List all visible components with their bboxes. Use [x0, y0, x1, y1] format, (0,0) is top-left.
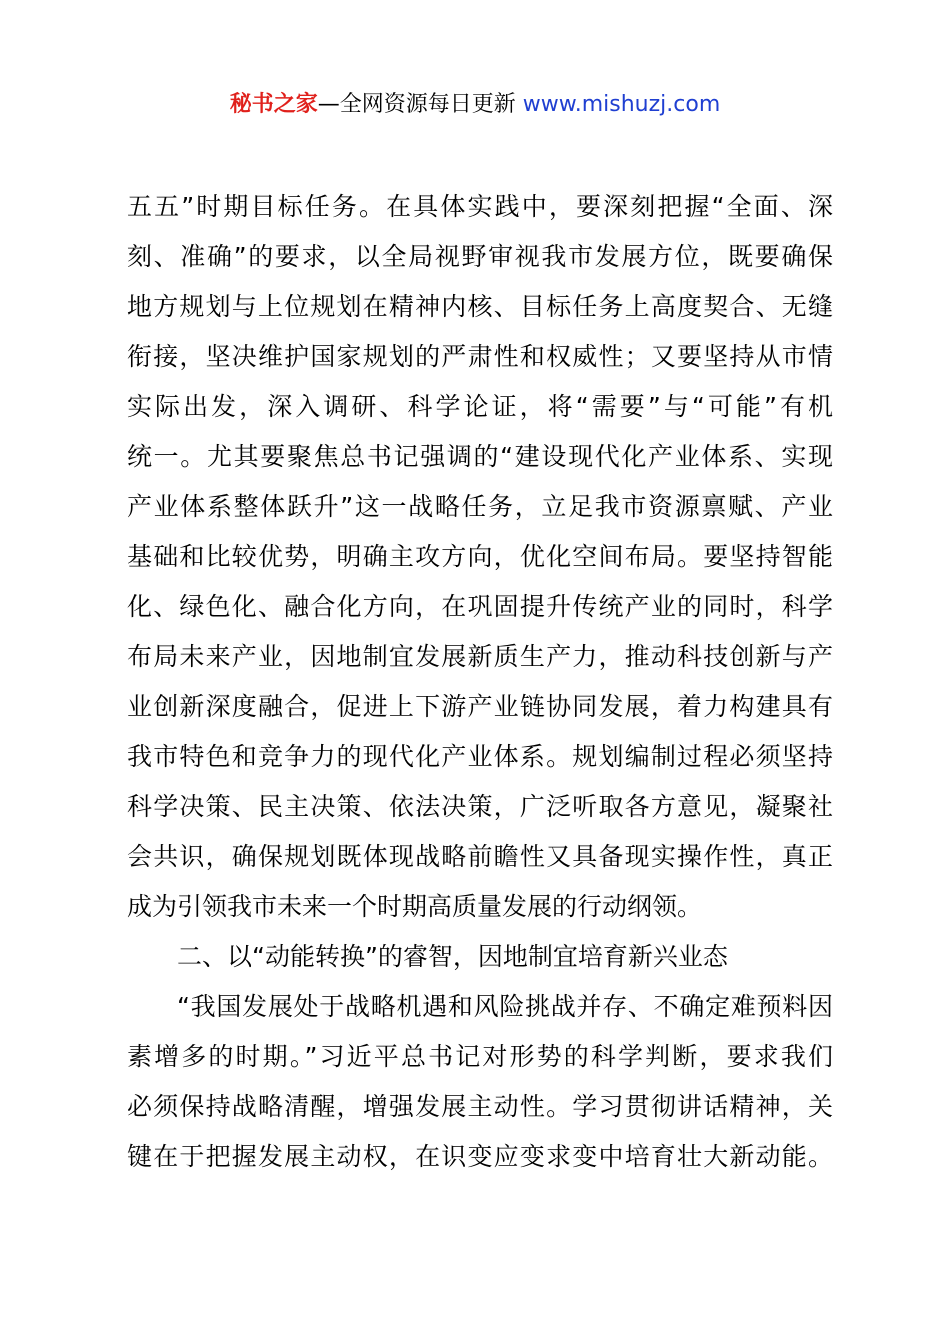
text-line: 衔接，坚决维护国家规划的严肃性和权威性；又要坚持从市情: [127, 342, 833, 371]
section-heading: 二、以“动能转换”的睿智，因地制宜培育新兴业态: [177, 942, 728, 971]
text-line: 素增多的时期。”习近平总书记对形势的科学判断，要求我们: [127, 1042, 833, 1071]
site-slogan: —全网资源每日更新: [317, 92, 523, 117]
text-line: 键在于把握发展主动权，在识变应变求变中培育壮大新动能。: [127, 1142, 833, 1171]
text-line: “我国发展处于战略机遇和风险挑战并存、不确定难预料因: [177, 992, 833, 1021]
text-line: 必须保持战略清醒，增强发展主动性。学习贯彻讲话精神，关: [127, 1092, 833, 1121]
text-line: 基础和比较优势，明确主攻方向，优化空间布局。要坚持智能: [127, 542, 833, 571]
text-line: 科学决策、民主决策、依法决策，广泛听取各方意见，凝聚社: [127, 792, 833, 821]
text-line: 我市特色和竞争力的现代化产业体系。规划编制过程必须坚持: [127, 742, 833, 771]
text-line: 五五”时期目标任务。在具体实践中，要深刻把握“全面、深: [127, 192, 833, 221]
text-line: 业创新深度融合，促进上下游产业链协同发展，着力构建具有: [127, 692, 833, 721]
text-line: 实际出发，深入调研、科学论证，将“需要”与“可能”有机: [127, 392, 833, 421]
text-line: 产业体系整体跃升”这一战略任务，立足我市资源禀赋、产业: [127, 492, 833, 521]
site-brand: 秘书之家: [229, 92, 318, 117]
text-line: 会共识，确保规划既体现战略前瞻性又具备现实操作性，真正: [127, 842, 833, 871]
text-line: 布局未来产业，因地制宜发展新质生产力，推动科技创新与产: [127, 642, 833, 671]
text-line: 刻、准确”的要求，以全局视野审视我市发展方位，既要确保: [127, 242, 833, 271]
document-body: [127, 182, 833, 1182]
site-header: [0, 88, 950, 122]
text-line: 化、绿色化、融合化方向，在巩固提升传统产业的同时，科学: [127, 592, 833, 621]
text-line: 地方规划与上位规划在精神内核、目标任务上高度契合、无缝: [127, 292, 833, 321]
text-line: 成为引领我市未来一个时期高质量发展的行动纲领。: [127, 892, 703, 921]
text-line: 统一。尤其要聚焦总书记强调的“建设现代化产业体系、实现: [127, 442, 833, 471]
site-url-link[interactable]: www.mishuzj.com: [522, 92, 721, 117]
